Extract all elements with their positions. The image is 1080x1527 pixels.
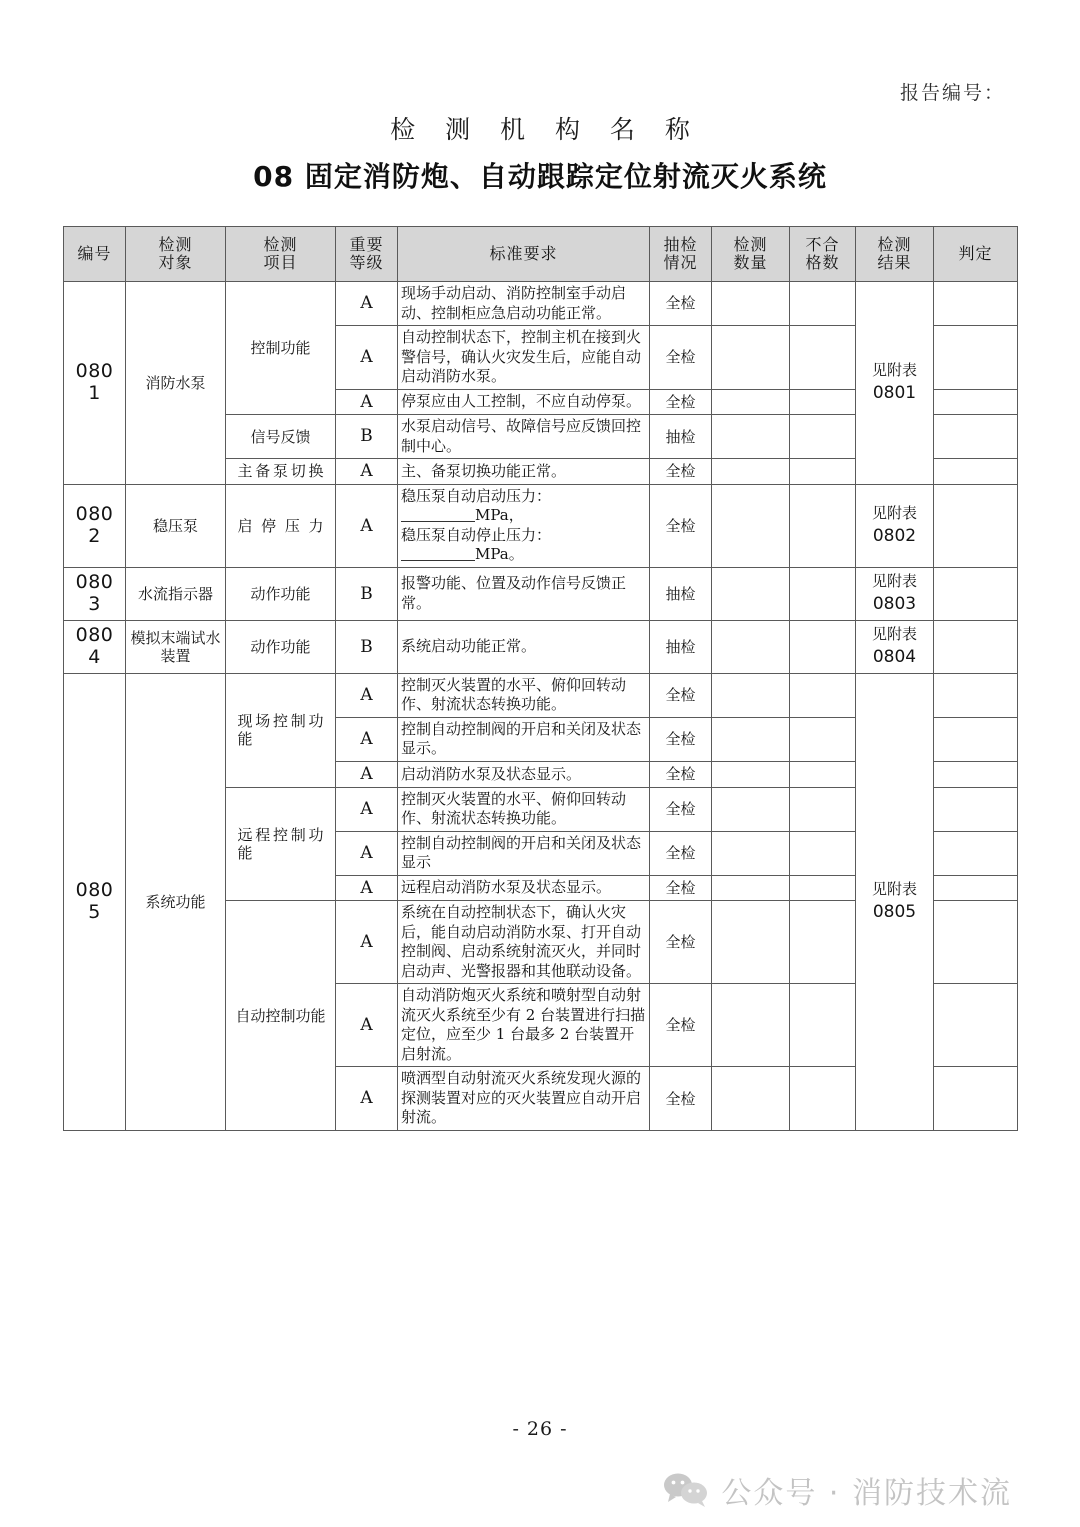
cell-standard-requirement: 自动控制状态下，控制主机在接到火警信号，确认火灾发生后，应能自动启动消防水泵。	[398, 326, 650, 390]
cell-quantity[interactable]	[712, 415, 790, 459]
cell-standard-requirement: 现场手动启动、消防控制室手动启动、控制柜应急启动功能正常。	[398, 282, 650, 326]
cell-standard-requirement: 系统在自动控制状态下，确认火灾后，能自动启动消防水泵、打开自动控制阀、启动系统射流灭火，并同时启动声、光警报器和其他联动设备。	[398, 901, 650, 984]
table-header-row	[64, 227, 1018, 282]
cell-judgement[interactable]	[934, 389, 1018, 415]
cell-fail-count[interactable]	[790, 484, 856, 567]
cell-fail-count[interactable]	[790, 1067, 856, 1131]
cell-object: 消防水泵	[126, 282, 226, 485]
col-header-result	[856, 227, 934, 282]
number-part-2: 1	[88, 381, 101, 404]
wechat-icon	[663, 1472, 709, 1508]
cell-number	[64, 620, 126, 673]
cell-result	[856, 567, 934, 620]
cell-quantity[interactable]	[712, 787, 790, 831]
inspection-table	[63, 226, 1018, 1131]
col-header-level	[336, 227, 398, 282]
cell-importance-level: A	[336, 761, 398, 787]
col-header-sampling-l2: 情况	[663, 253, 698, 272]
cell-sampling: 全检	[650, 459, 712, 485]
cell-inspection-item-text: 启停压力	[237, 516, 324, 535]
cell-standard-requirement: 控制自动控制阀的开启和关闭及状态显示。	[398, 717, 650, 761]
cell-inspection-item-text: 现场控制功能	[237, 712, 324, 749]
result-label: 见附表	[871, 503, 917, 522]
cell-quantity[interactable]	[712, 484, 790, 567]
cell-quantity[interactable]	[712, 984, 790, 1067]
cell-importance-level: A	[336, 717, 398, 761]
cell-fail-count[interactable]	[790, 984, 856, 1067]
watermark	[663, 1468, 1012, 1512]
cell-importance-level: A	[336, 282, 398, 326]
result-code: 0805	[872, 902, 917, 923]
table-header	[64, 227, 1018, 282]
cell-importance-level: A	[336, 787, 398, 831]
cell-importance-level: A	[336, 459, 398, 485]
cell-quantity[interactable]	[712, 567, 790, 620]
cell-judgement[interactable]	[934, 761, 1018, 787]
cell-fail-count[interactable]	[790, 459, 856, 485]
number-part-1: 080	[75, 879, 114, 902]
col-header-result-l1: 检测	[877, 234, 912, 254]
cell-number	[64, 567, 126, 620]
table-row	[64, 620, 1018, 673]
col-header-level-l2: 等级	[349, 253, 384, 272]
result-label: 见附表	[871, 571, 917, 590]
cell-sampling: 全检	[650, 831, 712, 875]
result-label: 见附表	[871, 879, 917, 898]
result-code: 0804	[872, 647, 917, 668]
col-header-judgement	[934, 227, 1018, 282]
col-header-failcount-l1: 不合	[805, 234, 840, 254]
cell-inspection-item	[226, 673, 336, 787]
cell-inspection-item: 动作功能	[226, 620, 336, 673]
cell-fail-count[interactable]	[790, 389, 856, 415]
cell-standard-requirement	[398, 484, 650, 567]
cell-importance-level: A	[336, 901, 398, 984]
cell-importance-level: A	[336, 326, 398, 390]
cell-fail-count[interactable]	[790, 875, 856, 901]
col-header-number	[64, 227, 126, 282]
cell-judgement[interactable]	[934, 459, 1018, 485]
unit-mpa: MPa。	[475, 545, 524, 564]
cell-fail-count[interactable]	[790, 567, 856, 620]
page-number: - 26 -	[512, 1418, 568, 1440]
cell-number	[64, 673, 126, 1130]
cell-judgement[interactable]	[934, 282, 1018, 326]
cell-judgement[interactable]	[934, 415, 1018, 459]
cell-judgement[interactable]	[934, 326, 1018, 390]
cell-quantity[interactable]	[712, 620, 790, 673]
requirement-line: 稳压泵自动启动压力：	[401, 486, 552, 505]
cell-quantity[interactable]	[712, 389, 790, 415]
cell-sampling: 全检	[650, 326, 712, 390]
cell-judgement[interactable]	[934, 484, 1018, 567]
cell-object: 稳压泵	[126, 484, 226, 567]
cell-quantity[interactable]	[712, 459, 790, 485]
cell-standard-requirement: 停泵应由人工控制，不应自动停泵。	[398, 389, 650, 415]
col-header-requirement	[398, 227, 650, 282]
table-row	[64, 673, 1018, 717]
col-header-failcount	[790, 227, 856, 282]
cell-quantity[interactable]	[712, 831, 790, 875]
result-label: 见附表	[871, 360, 917, 379]
cell-result	[856, 620, 934, 673]
unit-mpa: MPa，	[475, 506, 524, 525]
cell-quantity[interactable]	[712, 717, 790, 761]
col-header-object	[126, 227, 226, 282]
cell-judgement[interactable]	[934, 1067, 1018, 1131]
cell-importance-level: B	[336, 567, 398, 620]
col-header-sampling-l1: 抽检	[663, 234, 698, 254]
cell-standard-requirement: 远程启动消防水泵及状态显示。	[398, 875, 650, 901]
number-part-2: 5	[88, 900, 101, 923]
cell-object: 模拟末端试水装置	[126, 620, 226, 673]
col-header-result-l2: 结果	[877, 253, 912, 272]
cell-judgement[interactable]	[934, 901, 1018, 984]
cell-standard-requirement: 启动消防水泵及状态显示。	[398, 761, 650, 787]
cell-sampling: 抽检	[650, 620, 712, 673]
watermark-text: 公众号 · 消防技术流	[721, 1476, 1012, 1511]
cell-importance-level: B	[336, 620, 398, 673]
col-header-object-l2: 对象	[158, 253, 193, 272]
col-header-item-l2: 项目	[263, 253, 298, 272]
cell-inspection-item-text: 主备泵切换	[237, 462, 324, 481]
cell-number	[64, 282, 126, 485]
cell-importance-level: A	[336, 389, 398, 415]
number-part-1: 080	[75, 503, 114, 526]
col-header-item-l1: 检测	[263, 234, 298, 254]
table-body	[64, 282, 1018, 1131]
cell-importance-level: A	[336, 1067, 398, 1131]
col-header-failcount-l2: 格数	[805, 253, 840, 272]
cell-fail-count[interactable]	[790, 901, 856, 984]
cell-fail-count[interactable]	[790, 673, 856, 717]
cell-sampling: 全检	[650, 984, 712, 1067]
cell-sampling: 全检	[650, 282, 712, 326]
cell-sampling: 全检	[650, 484, 712, 567]
cell-fail-count[interactable]	[790, 761, 856, 787]
table-row	[64, 567, 1018, 620]
cell-quantity[interactable]	[712, 901, 790, 984]
cell-fail-count[interactable]	[790, 787, 856, 831]
cell-fail-count[interactable]	[790, 326, 856, 390]
cell-standard-requirement: 报警功能、位置及动作信号反馈正常。	[398, 567, 650, 620]
col-header-number-text: 编号	[77, 243, 112, 263]
cell-importance-level: A	[336, 484, 398, 567]
cell-fail-count[interactable]	[790, 717, 856, 761]
col-header-object-l1: 检测	[158, 234, 193, 254]
cell-standard-requirement: 控制自动控制阀的开启和关闭及状态显示	[398, 831, 650, 875]
cell-standard-requirement: 水泵启动信号、故障信号应反馈回控制中心。	[398, 415, 650, 459]
cell-fail-count[interactable]	[790, 415, 856, 459]
inspection-table-wrapper	[63, 226, 1017, 1131]
organization-name-title: 检 测 机 构 名 称	[390, 115, 701, 144]
cell-quantity[interactable]	[712, 326, 790, 390]
cell-sampling: 全检	[650, 901, 712, 984]
page-title: 08 固定消防炮、自动跟踪定位射流灭火系统	[253, 160, 827, 193]
cell-standard-requirement: 控制灭火装置的水平、俯仰回转动作、射流状态转换功能。	[398, 673, 650, 717]
cell-inspection-item: 控制功能	[226, 282, 336, 415]
cell-standard-requirement: 喷洒型自动射流灭火系统发现火源的探测装置对应的灭火装置应自动开启射流。	[398, 1067, 650, 1131]
cell-inspection-item: 自动控制功能	[226, 901, 336, 1131]
cell-number	[64, 484, 126, 567]
cell-sampling: 全检	[650, 717, 712, 761]
cell-sampling: 全检	[650, 1067, 712, 1131]
number-part-2: 3	[88, 592, 101, 615]
cell-inspection-item-text: 远程控制功能	[237, 825, 324, 863]
cell-judgement[interactable]	[934, 620, 1018, 673]
cell-standard-requirement: 主、备泵切换功能正常。	[398, 459, 650, 485]
cell-quantity[interactable]	[712, 282, 790, 326]
cell-sampling: 抽检	[650, 567, 712, 620]
cell-importance-level: A	[336, 984, 398, 1067]
number-part-2: 2	[88, 524, 101, 547]
cell-quantity[interactable]	[712, 673, 790, 717]
cell-result	[856, 673, 934, 1130]
cell-importance-level: B	[336, 415, 398, 459]
cell-sampling: 全检	[650, 389, 712, 415]
cell-quantity[interactable]	[712, 761, 790, 787]
cell-judgement[interactable]	[934, 787, 1018, 831]
cell-result	[856, 282, 934, 485]
report-number-label: 报告编号：	[899, 82, 1005, 104]
requirement-line	[401, 545, 646, 565]
cell-quantity[interactable]	[712, 1067, 790, 1131]
cell-quantity[interactable]	[712, 875, 790, 901]
cell-judgement[interactable]	[934, 831, 1018, 875]
cell-inspection-item	[226, 787, 336, 901]
cell-inspection-item	[226, 484, 336, 567]
cell-result	[856, 484, 934, 567]
cell-judgement[interactable]	[934, 673, 1018, 717]
number-part-1: 080	[75, 624, 114, 647]
cell-sampling: 全检	[650, 787, 712, 831]
requirement-line: 稳压泵自动停止压力：	[401, 525, 552, 544]
cell-judgement[interactable]	[934, 717, 1018, 761]
cell-fail-count[interactable]	[790, 831, 856, 875]
col-header-sampling	[650, 227, 712, 282]
cell-importance-level: A	[336, 875, 398, 901]
cell-inspection-item	[226, 459, 336, 485]
cell-sampling: 抽检	[650, 415, 712, 459]
cell-sampling: 全检	[650, 761, 712, 787]
cell-standard-requirement: 自动消防炮灭火系统和喷射型自动射流灭火系统至少有 2 台装置进行扫描定位，应至少 1 台最多 2 台装置开启射流。	[398, 984, 650, 1067]
cell-object: 系统功能	[126, 673, 226, 1130]
col-header-level-l1: 重要	[349, 234, 384, 254]
cell-standard-requirement: 控制灭火装置的水平、俯仰回转动作、射流状态转换功能。	[398, 787, 650, 831]
number-part-1: 080	[75, 360, 114, 383]
requirement-line	[401, 506, 646, 526]
cell-judgement[interactable]	[934, 567, 1018, 620]
result-code: 0802	[872, 526, 917, 547]
col-header-quantity	[712, 227, 790, 282]
cell-standard-requirement: 系统启动功能正常。	[398, 620, 650, 673]
number-part-1: 080	[75, 571, 114, 594]
col-header-judgement-text: 判定	[958, 243, 993, 263]
result-code: 0801	[872, 383, 917, 404]
cell-sampling: 全检	[650, 875, 712, 901]
result-label: 见附表	[871, 624, 917, 643]
col-header-item	[226, 227, 336, 282]
cell-judgement[interactable]	[934, 875, 1018, 901]
fill-in-blank[interactable]	[401, 546, 475, 561]
result-code: 0803	[872, 594, 917, 615]
cell-importance-level: A	[336, 673, 398, 717]
cell-object: 水流指示器	[126, 567, 226, 620]
number-part-2: 4	[88, 645, 101, 668]
table-row	[64, 484, 1018, 567]
cell-sampling: 全检	[650, 673, 712, 717]
cell-fail-count[interactable]	[790, 620, 856, 673]
cell-importance-level: A	[336, 831, 398, 875]
col-header-quantity-l2: 数量	[733, 253, 768, 272]
cell-inspection-item: 信号反馈	[226, 415, 336, 459]
col-header-quantity-l1: 检测	[733, 234, 768, 254]
table-row	[64, 282, 1018, 326]
col-header-requirement-text: 标准要求	[489, 243, 558, 263]
cell-inspection-item: 动作功能	[226, 567, 336, 620]
cell-fail-count[interactable]	[790, 282, 856, 326]
cell-judgement[interactable]	[934, 984, 1018, 1067]
fill-in-blank[interactable]	[401, 507, 475, 522]
